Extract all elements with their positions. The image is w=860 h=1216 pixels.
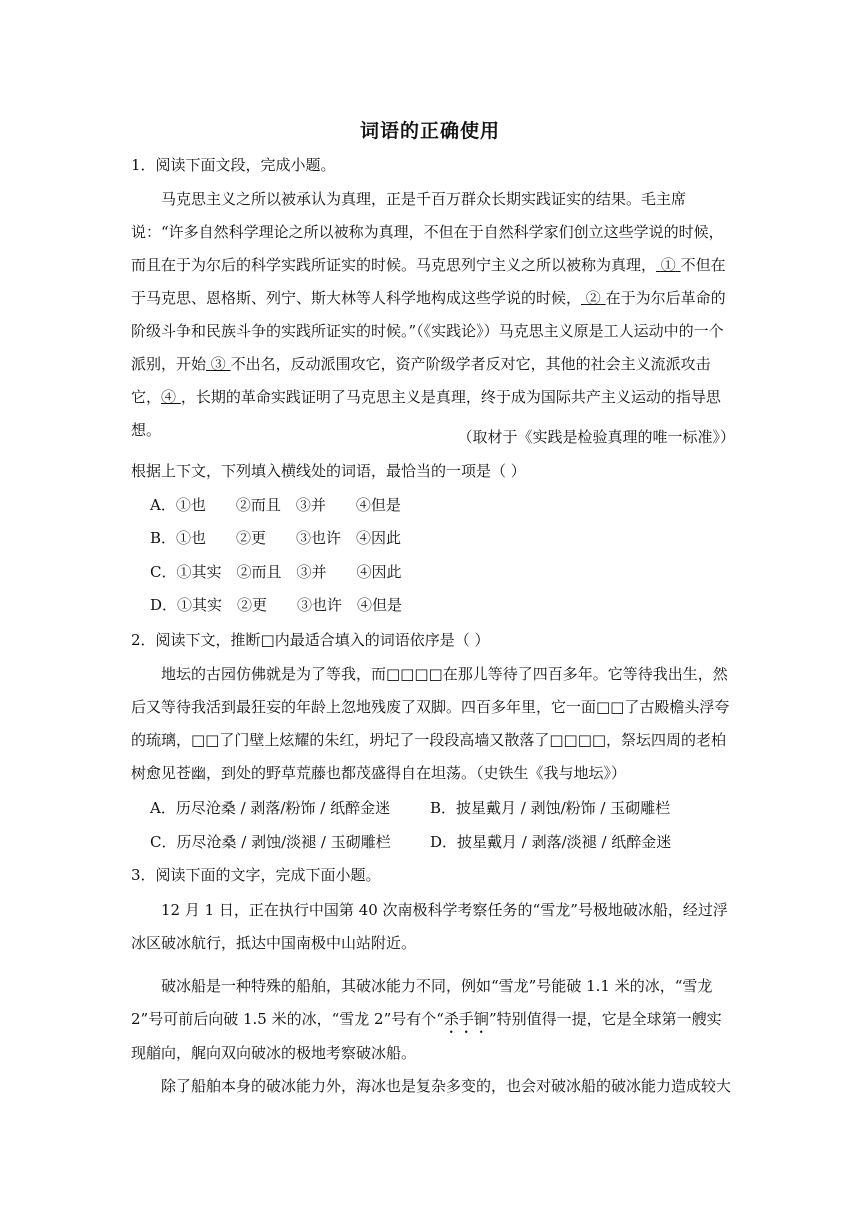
emphasized-term: 杀手锏 (443, 1010, 489, 1028)
blank-4 (161, 388, 181, 406)
q1-source: （取材于《实践是检验真理的唯一标准》） (457, 428, 735, 446)
q2-option-b[interactable]: B．披星戴月 / 剥蚀/粉饰 / 玉砌雕栏 (430, 799, 671, 817)
q1-option-d[interactable]: D．①其实 ②更 ③也许 ④但是 (150, 596, 403, 614)
q1-question: 根据上下文，下列填入横线处的词语，最恰当的一项是（ ） (131, 462, 526, 480)
blank-3-label: ③ (210, 355, 226, 373)
blank-4-label: ④ (161, 388, 177, 406)
q1-passage-part-2: 不但在于马克思、恩格斯、列宁、斯大林等人科学地构成这些学说的时候， (131, 256, 726, 307)
q1-passage-part-5: ，长期的革命实践证明了马克思主义是真理，终于成为国际共产主义运动的指导思想。 (131, 388, 721, 439)
blank-3 (206, 355, 231, 373)
blank-2 (581, 289, 606, 307)
q1-passage-part-4: 不出名，反动派围攻它，资产阶级学者反对它，其他的社会主义流派攻击它， (131, 355, 711, 406)
q1-option-b[interactable]: B．①也 ②更 ③也许 ④因此 (150, 529, 402, 547)
q2-option-a[interactable]: A．历尽沧桑 / 剥落/粉饰 / 纸醉金迷 (150, 799, 391, 817)
q2-option-d[interactable]: D．披星戴月 / 剥落/淡褪 / 纸醉金迷 (430, 833, 672, 851)
q1-option-c[interactable]: C．①其实 ②而且 ③并 ④因此 (150, 563, 402, 581)
q2-stem: 2．阅读下文，推断□内最适合填入的词语依序是（ ） (131, 631, 490, 649)
blank-1 (656, 256, 681, 274)
q3-paragraph-2 (131, 970, 735, 1070)
q1-passage-part-1: 马克思主义之所以被承认为真理，正是千百万群众长期实践证实的结果。毛主席说：“许多自然科学理论之所以被称为真理，不但在于自然科学家们创立这些学说的时候，而且在于为尔后的科学实践所证实的时候。马克思列宁主义之所以被称为真理， (131, 190, 724, 274)
q2-passage: 地坛的古园仿佛就是为了等我，而□□□□在那儿等待了四百多年。它等待我出生，然后又等待我活到最狂妄的年龄上忽地残废了双脚。四百多年里，它一面□□了古殿檐头浮夸的琉璃，□□了门壁上炫耀的朱红，坍圮了一段段高墙又散落了□□□□，祭坛四周的老柏树愈见苍幽，到处的野草荒藤也都茂盛得自在坦荡。（史铁生《我与地坛》） (131, 665, 730, 782)
blank-2-label: ② (585, 289, 601, 307)
q3-stem: 3．阅读下面的文字，完成下面小题。 (131, 866, 381, 884)
q2-option-c[interactable]: C．历尽沧桑 / 剥蚀/淡褪 / 玉砌雕栏 (150, 833, 391, 851)
q1-passage (131, 183, 735, 447)
q3-paragraph-3: 除了船舶本身的破冰能力外，海冰也是复杂多变的，也会对破冰船的破冰能力造成较大 (161, 1077, 732, 1095)
q1-option-a[interactable]: A．①也 ②而且 ③并 ④但是 (150, 496, 401, 514)
page-title: 词语的正确使用 (359, 120, 500, 142)
q3-paragraph-1: 12 月 1 日，正在执行中国第 40 次南极科学考察任务的“雪龙”号极地破冰船，经过浮冰区破冰航行，抵达中国南极中山站附近。 (131, 901, 728, 952)
q3-paragraph-2-part-2: ”特别值得一提，它是全球第一艘实现艏向，艉向双向破冰的极地考察破冰船。 (131, 1010, 722, 1062)
blank-1-label: ① (660, 256, 676, 274)
q3-paragraph-2-part-1: 破冰船是一种特殊的船舶，其破冰能力不同，例如“雪龙”号能破 1.1 米的冰，“雪龙 2”号可前后向破 1.5 米的冰，“雪龙 2”号有个“ (131, 977, 713, 1028)
q1-stem: 1．阅读下面文段，完成小题。 (131, 156, 336, 174)
q1-passage-part-3: 在于为尔后革命的阶级斗争和民族斗争的实践所证实的时候。”（《实践论》）马克思主义原是工人运动中的一个派别，开始 (131, 289, 726, 373)
